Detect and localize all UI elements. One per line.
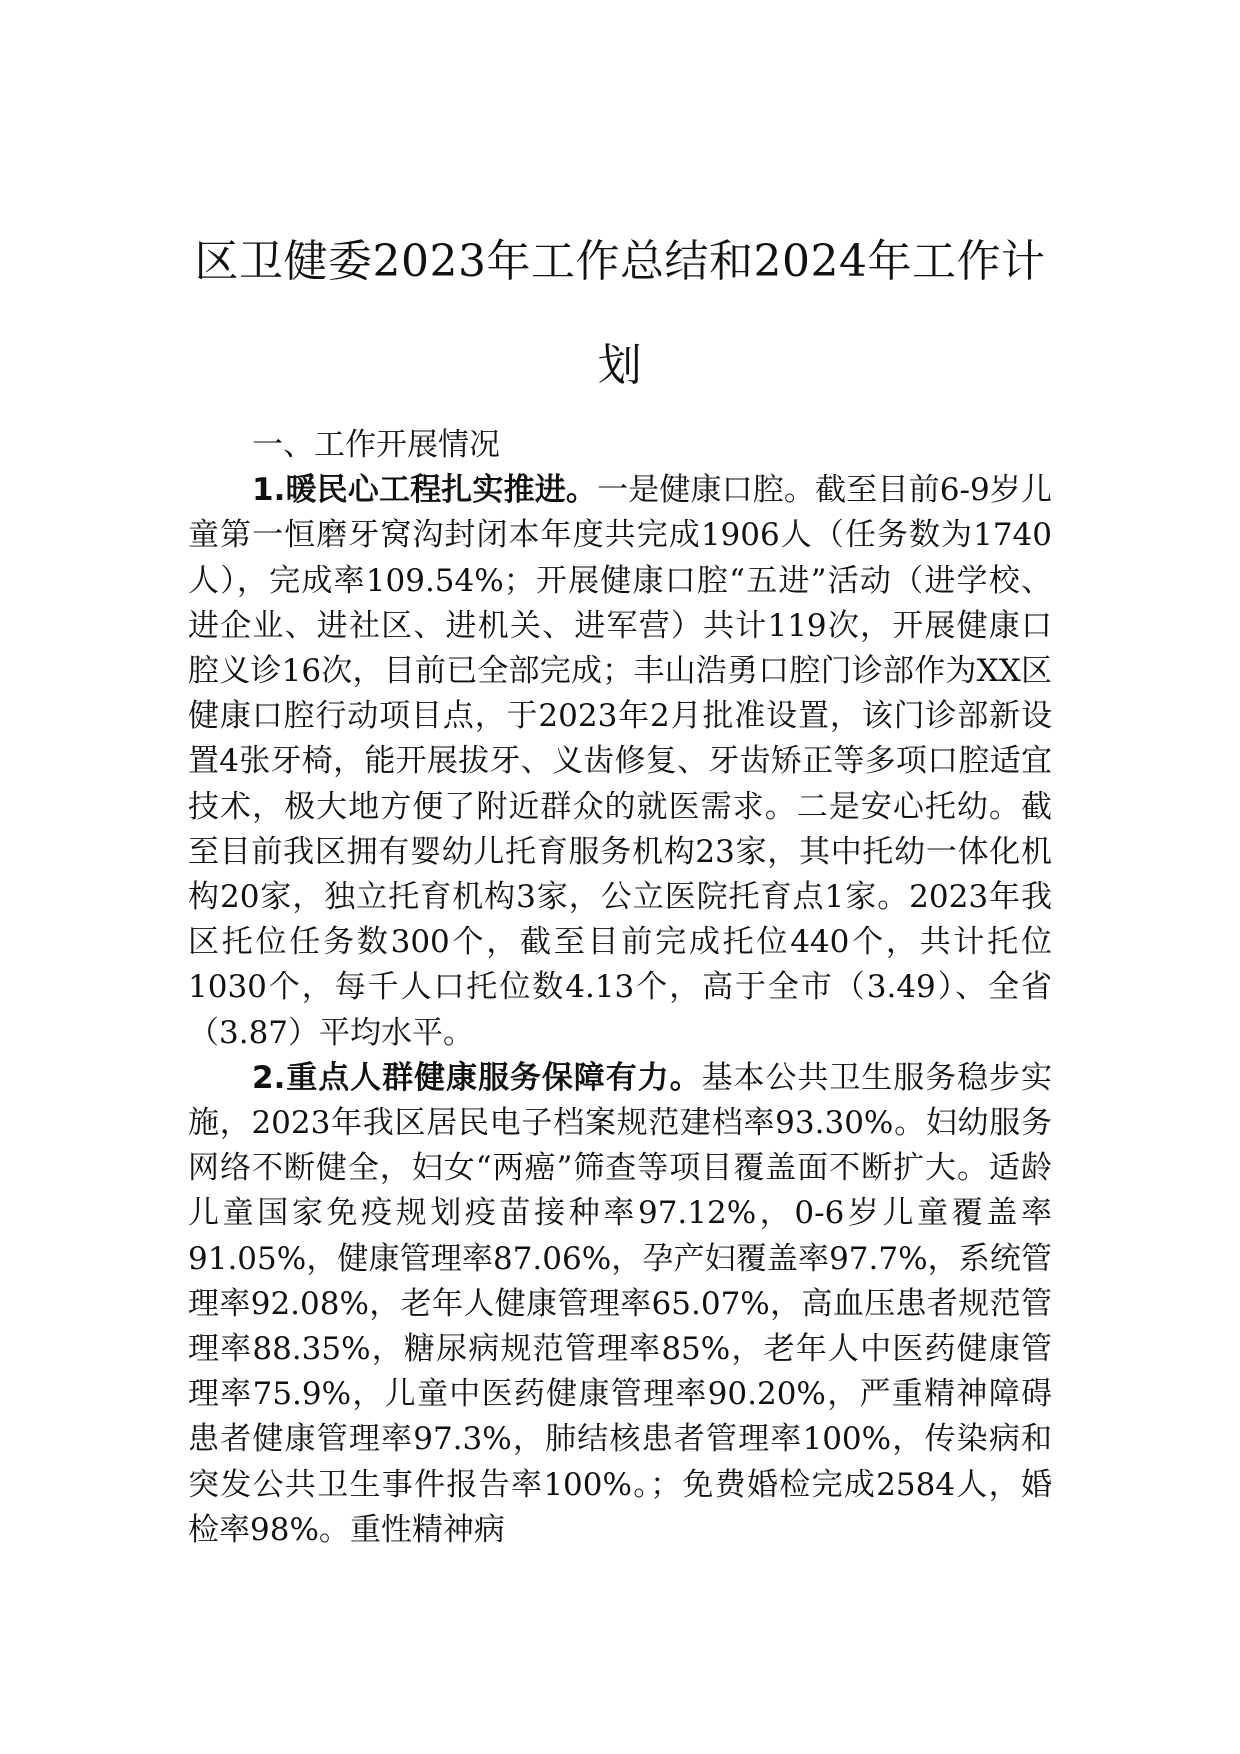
document-body bbox=[188, 423, 1052, 1553]
paragraph-2 bbox=[188, 1056, 1052, 1553]
section-heading: 一、工作开展情况 bbox=[252, 427, 500, 463]
paragraph-2-text: 基本公共卫生服务稳步实施，2023年我区居民电子档案规范建档率93.30%。妇幼服务网络不断健全，妇女“两癌”筛查等项目覆盖面不断扩大。适龄儿童国家免疫规划疫苗接种率97.12%，0-6岁儿童覆盖率91.05%，健康管理率87.06%，孕产妇覆盖率97.7%，系统管理率92.08%，老年人健康管理率65.07%，高血压患者规范管理率88.35%，糖尿病规范管理率85%，老年人中医药健康管理率75.9%，儿童中医药健康管理率90.20%，严重精神障碍患者健康管理率97.3%，肺结核患者管理率100%，传染病和突发公共卫生事件报告率100%。；免费婚检完成2584人，婚检率98%。重性精神病 bbox=[188, 1059, 1052, 1548]
title-line-1: 区卫健委2023年工作总结和2024年工作计 bbox=[194, 236, 1046, 287]
paragraph-1-text: 一是健康口腔。截至目前6-9岁儿童第一恒磨牙窝沟封闭本年度共完成1906人（任务数为1740人），完成率109.54%；开展健康口腔“五进”活动（进学校、进企业、进社区、进机关、进军营）共计119次，开展健康口腔义诊16次，目前已全部完成；丰山浩勇口腔门诊部作为XX区健康口腔行动项目点，于2023年2月批准设置，该门诊部新设置4张牙椅，能开展拔牙、义齿修复、牙齿矫正等多项口腔适宜技术，极大地方便了附近群众的就医需求。二是安心托幼。截至目前我区拥有婴幼儿托育服务机构23家，其中托幼一体化机构20家，独立托育机构3家，公立医院托育点1家。2023年我区托位任务数300个，截至目前完成托位440个，共计托位1030个，每千人口托位数4.13个，高于全市（3.49）、全省（3.87）平均水平。 bbox=[188, 472, 1052, 1051]
paragraph-1-lead: 1.暖民心工程扎实推进。 bbox=[252, 472, 598, 509]
paragraph-2-lead: 2.重点人群健康服务保障有力。 bbox=[252, 1059, 702, 1096]
document-title bbox=[150, 210, 1090, 418]
title-line-2: 划 bbox=[597, 340, 643, 391]
paragraph-1 bbox=[188, 468, 1052, 1056]
